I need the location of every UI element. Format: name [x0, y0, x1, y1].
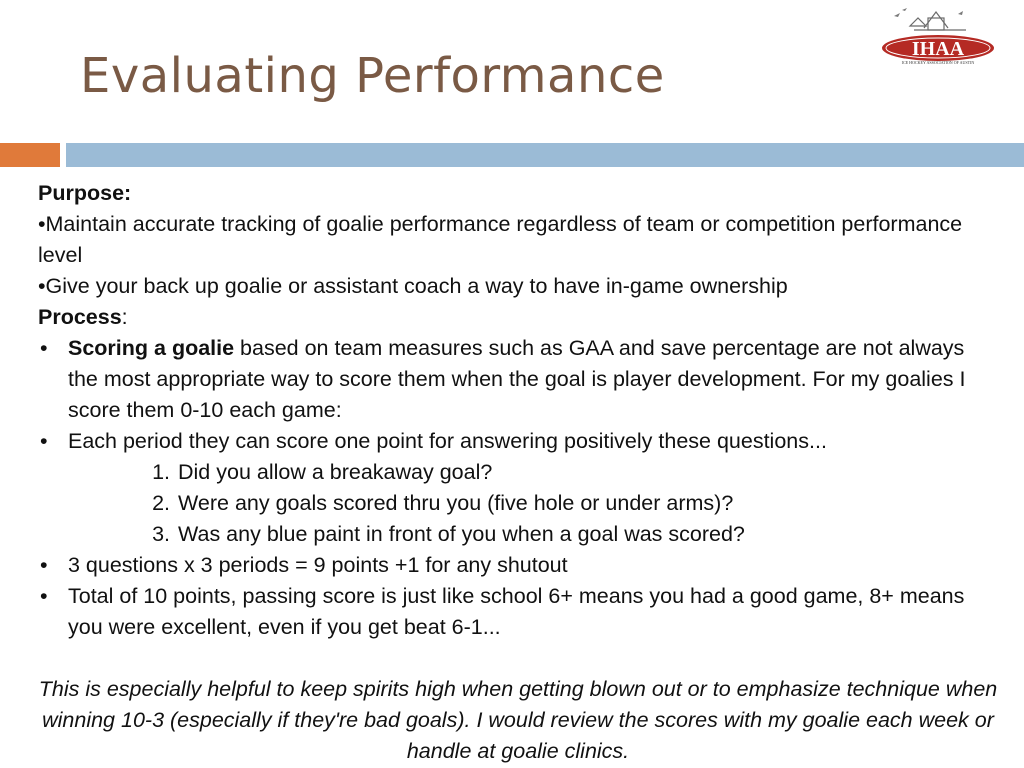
bullet-icon: • [40, 336, 48, 360]
closing-note: This is especially helpful to keep spirits high when getting blown out or to emphasize technique when winning 10-3 (especially if they're bad goals). I would review the scores with my goalie each week or handle at goalie clinics. [38, 677, 998, 763]
bullet-icon: • [40, 584, 48, 608]
accent-bar-blue [66, 143, 1024, 167]
bullet-icon: • [40, 429, 48, 453]
process-item-period: • Each period they can score one point for answering positively these questions... [38, 426, 998, 457]
question-item: 3. Was any blue paint in front of you when a goal was scored? [152, 522, 745, 546]
purpose-item: •Give your back up goalie or assistant coach a way to have in-game ownership [38, 274, 788, 298]
process-item-scoring: • Scoring a goalie based on team measures such as GAA and save percentage are not always the most appropriate way to score them when the goal is player development. For my goalies I score them 0-10 each game: [38, 333, 998, 426]
accent-bar-orange [0, 143, 60, 167]
logo-subtitle: ICE HOCKEY ASSOCIATION OF AUSTIN [901, 60, 975, 65]
process-item-calc: • 3 questions x 3 periods = 9 points +1 for any shutout [38, 550, 998, 581]
purpose-heading: Purpose: [38, 181, 132, 205]
question-item: 2. Were any goals scored thru you (five hole or under arms)? [152, 491, 734, 515]
bullet-icon: • [40, 553, 48, 577]
ihaa-logo-icon [880, 4, 1000, 66]
process-heading: Process: [38, 305, 128, 329]
question-item: 1. Did you allow a breakaway goal? [152, 460, 493, 484]
page-title: Evaluating Performance [80, 48, 665, 104]
process-item-total: • Total of 10 points, passing score is just like school 6+ means you had a good game, 8+ means you were excellent, even if you get beat 6-1... [38, 581, 998, 643]
slide-body [38, 178, 998, 767]
logo-text: IHAA [911, 38, 965, 60]
purpose-item: •Maintain accurate tracking of goalie performance regardless of team or competition performance level [38, 212, 963, 267]
